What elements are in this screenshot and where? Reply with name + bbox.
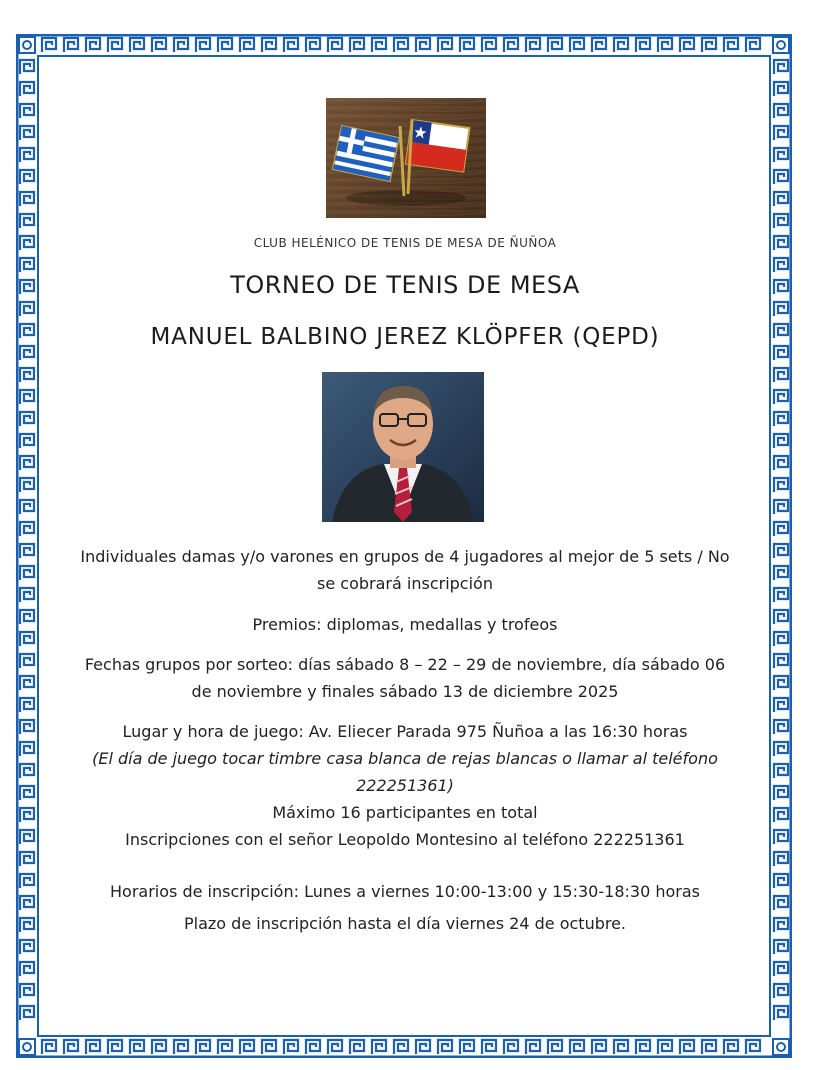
venue-text: Lugar y hora de juego: Av. Eliecer Parada 975 Ñuñoa a las 16:30 horas bbox=[122, 722, 688, 741]
prizes-text: Premios: diplomas, medallas y trofeos bbox=[252, 615, 558, 634]
dates-text: Fechas grupos por sorteo: días sábado 8 – 22 – 29 de noviembre, día sábado 06 de noviembre y finales sábado 13 de diciembre 2025 bbox=[84, 655, 726, 701]
greece-chile-flag-pin-icon bbox=[326, 98, 486, 218]
flyer-content bbox=[50, 68, 760, 1028]
venue-note: (El día de juego tocar timbre casa blanca de rejas blancas o llamar al teléfono 222251361) bbox=[92, 749, 718, 795]
registration-hours-text: Horarios de inscripción: Lunes a viernes 10:00-13:00 y 15:30-18:30 horas bbox=[110, 882, 700, 901]
venue-block bbox=[80, 718, 730, 853]
page-title: TORNEO DE TENIS DE MESA bbox=[230, 271, 580, 299]
format-text: Individuales damas y/o varones en grupos de 4 jugadores al mejor de 5 sets / No se cobrará inscripción bbox=[80, 547, 730, 593]
person-portrait-icon bbox=[322, 372, 484, 522]
max-participants-text: Máximo 16 participantes en total bbox=[272, 803, 538, 822]
registration-deadline-text: Plazo de inscripción hasta el día viernes 24 de octubre. bbox=[183, 914, 627, 933]
registration-contact-text: Inscripciones con el señor Leopoldo Montesino al teléfono 222251361 bbox=[125, 830, 685, 849]
honoree-name: MANUEL BALBINO JEREZ KLÖPFER (QEPD) bbox=[150, 324, 660, 350]
club-name: CLUB HELÉNICO DE TENIS DE MESA DE ÑUÑOA bbox=[253, 236, 557, 250]
